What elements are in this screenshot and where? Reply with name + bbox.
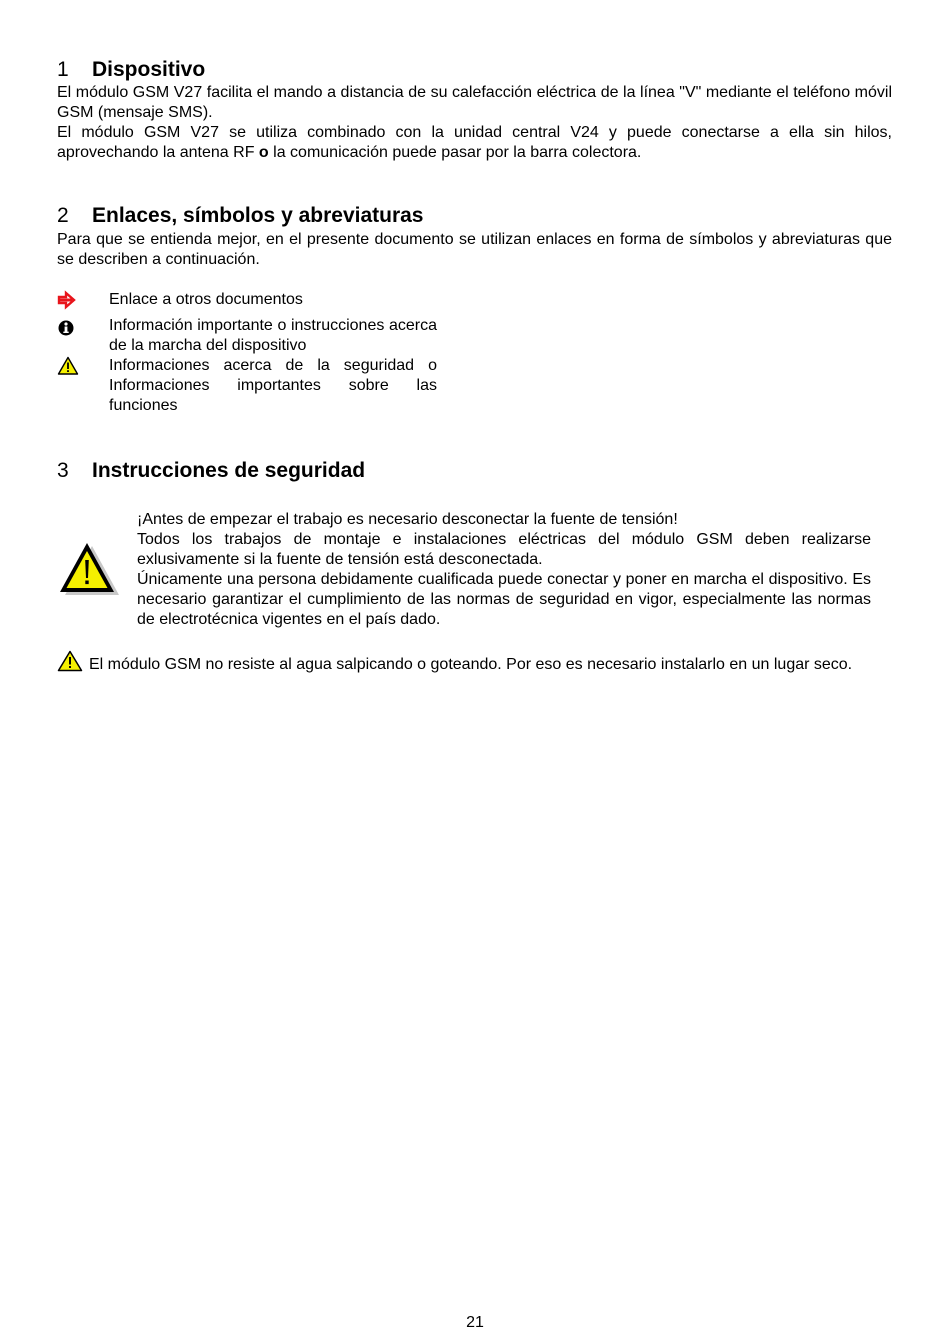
symbol-row: [57, 290, 437, 310]
warning-line: Únicamente una persona debidamente cualificada puede conectar y poner en marcha el dispositivo. Es necesario garantizar el cumplimiento de las normas de seguridad en vigor, especialmente las normas de electrotécnica vigentes en el país dado.: [137, 571, 871, 628]
section-1-heading: [57, 57, 205, 83]
section-number: 2: [57, 204, 69, 227]
paragraph-text: la comunicación puede pasar por la barra colectora.: [268, 144, 642, 161]
section-title: Instrucciones de seguridad: [92, 459, 366, 482]
symbol-description: Informaciones acerca de la seguridad o Informaciones importantes sobre las funciones: [109, 357, 437, 414]
warning-line: ¡Antes de empezar el trabajo es necesario desconectar la fuente de tensión!: [137, 511, 678, 528]
section-number: 3: [57, 459, 69, 482]
bold-conjunction: o: [258, 144, 269, 161]
section-title: Enlaces, símbolos y abreviaturas: [92, 204, 424, 227]
symbol-list: [57, 290, 437, 416]
section-number: 1: [57, 58, 69, 81]
water-note: [57, 650, 892, 675]
safety-warning-text: [137, 510, 871, 630]
symbol-description: Información importante o instrucciones acerca de la marcha del dispositivo: [109, 317, 437, 354]
info-icon: [57, 316, 109, 336]
warning-triangle-icon: [57, 356, 109, 376]
large-warning-triangle-icon: [57, 541, 121, 599]
warning-triangle-icon: [57, 650, 83, 672]
section-3-heading: [57, 458, 365, 484]
section-title: Dispositivo: [92, 58, 206, 81]
section-1-paragraph-2: [57, 123, 892, 163]
paragraph-text: El módulo GSM V27 se utiliza combinado con la unidad central V24 y puede conectarse a ella sin hilos, aprovechando la antena RF: [57, 124, 892, 161]
note-paragraph: [57, 650, 892, 675]
symbol-row: [57, 316, 437, 356]
page-number: 21: [466, 1314, 484, 1331]
section-1-paragraph-1: El módulo GSM V27 facilita el mando a distancia de su calefacción eléctrica de la línea "V" mediante el teléfono móvil GSM (mensaje SMS).: [57, 84, 892, 121]
symbol-row: [57, 356, 437, 416]
section-2-heading: [57, 203, 424, 229]
red-arrow-icon: [57, 290, 109, 310]
warning-line: Todos los trabajos de montaje e instalaciones eléctricas del módulo GSM deben realizarse exlusivamente si la fuente de tensión está desconectada.: [137, 531, 871, 568]
symbol-description: Enlace a otros documentos: [109, 291, 303, 308]
note-text: El módulo GSM no resiste al agua salpicando o goteando. Por eso es necesario instalarlo en un lugar seco.: [89, 656, 853, 673]
section-2-intro: Para que se entienda mejor, en el presente documento se utilizan enlaces en forma de símbolos y abreviaturas que se describen a continuación.: [57, 231, 892, 268]
